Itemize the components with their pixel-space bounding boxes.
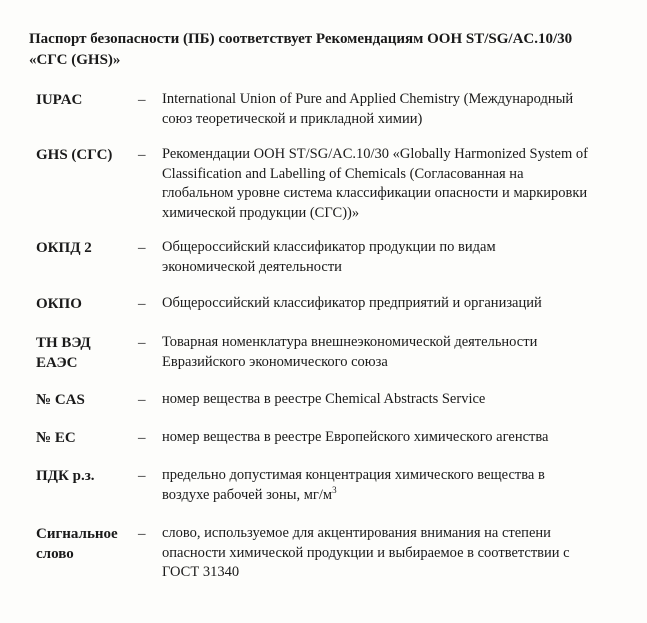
entry-definition: номер вещества в реестре Европейского химического агенства [162, 429, 549, 445]
entry-term: № CAS [36, 392, 85, 408]
entry-definition: Общероссийский классификатор предприятий и организаций [162, 295, 542, 311]
heading-line-2: «СГС (GHS)» [29, 52, 121, 68]
entry-term: Сигнальное слово [36, 526, 118, 562]
entry-definition: Товарная номенклатура внешнеэкономической деятельности Евразийского экономического союза [162, 334, 538, 370]
entry-dash: – [138, 335, 146, 351]
entry-term: № ЕС [36, 430, 76, 446]
entry-term: ОКПО [36, 296, 82, 312]
entry-term: ПДК р.з. [36, 468, 95, 484]
entry-definition: Общероссийский классификатор продукции по видам экономической деятельности [162, 239, 496, 275]
superscript-three: 3 [332, 484, 337, 495]
entry-definition: Рекомендации ООН ST/SG/AC.10/30 «Globally Harmonized System of Classification and Labelling of Chemicals (Согласованная на глобальном уровне система классификации опасности и маркировки химической продукции (СГС))» [162, 146, 588, 221]
entry-definition: International Union of Pure and Applied Chemistry (Международный союз теоретической и прикладной химии) [162, 91, 574, 127]
entry-dash: – [138, 147, 146, 163]
entry-dash: – [138, 392, 146, 408]
page-heading [29, 29, 629, 71]
entry-dash: – [138, 296, 146, 312]
entry-dash: – [138, 468, 146, 484]
entry-dash: – [138, 92, 146, 108]
entry-term: ОКПД 2 [36, 240, 92, 256]
entry-term: GHS (СГС) [36, 147, 113, 163]
entry-dash: – [138, 430, 146, 446]
entry-definition: номер вещества в реестре Chemical Abstracts Service [162, 391, 486, 407]
entry-definition: слово, используемое для акцентирования внимания на степени опасности химической продукции и выбираемое в соответствии с ГОСТ 31340 [162, 525, 570, 580]
entry-term: IUPAC [36, 92, 83, 108]
entry-definition: предельно допустимая концентрация химического вещества в воздухе рабочей зоны, $мг/м^3$ [162, 467, 545, 503]
entry-term: ТН ВЭД ЕАЭС [36, 335, 91, 371]
entry-dash: – [138, 240, 146, 256]
entry-dash: – [138, 526, 146, 542]
heading-line-1: Паспорт безопасности (ПБ) соответствует Рекомендациям ООН ST/SG/AC.10/30 [29, 31, 573, 47]
